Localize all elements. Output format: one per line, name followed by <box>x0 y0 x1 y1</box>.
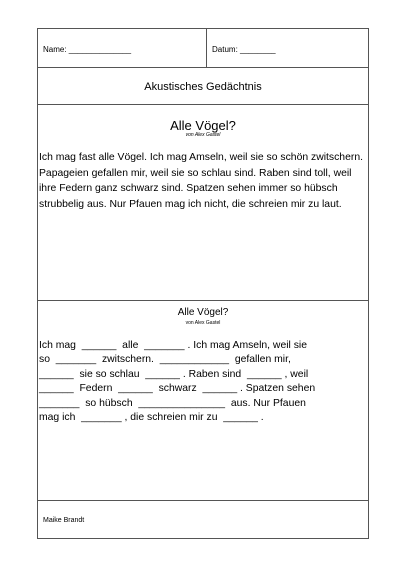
name-field: Name: ______________ <box>43 45 132 54</box>
divider <box>38 500 368 501</box>
date-field: Datum: ________ <box>212 45 276 54</box>
footer-author: Maike Brandt <box>43 517 85 524</box>
divider <box>206 29 207 67</box>
worksheet <box>37 28 369 539</box>
cloze-author: von Alex Gastel <box>185 320 221 326</box>
cloze-title: Alle Vögel? <box>177 307 229 318</box>
divider <box>38 300 368 301</box>
section-title: Akustisches Gedächtnis <box>144 81 262 93</box>
cloze-line: mag ich _______ , die schreien mir zu ______ . <box>39 411 264 423</box>
divider <box>38 67 368 68</box>
cloze-line: ______ Federn ______ schwarz ______ . Spatzen sehen <box>39 383 316 395</box>
divider <box>38 104 368 105</box>
cloze-line: ______ sie so schlau ______ . Raben sind ______ , weil <box>39 368 309 380</box>
cloze-text <box>39 339 369 425</box>
cloze-line: Ich mag ______ alle _______ . Ich mag Amseln, weil sie <box>39 340 308 351</box>
story-text: Ich mag fast alle Vögel. Ich mag Amseln, weil sie so schön zwitschern. Papageien gefallen mir, weil sie so schlau sind. Raben sind toll, weil ihre Federn ganz schwarz sind. Spatzen sehen immer so hübsch strubbelig aus. Nur Pfauen mag ich nicht, die schreien mir zu laut. <box>39 152 363 210</box>
cloze-line: so _______ zwitschern. ____________ gefallen mir, <box>39 354 291 366</box>
story-title: Alle Vögel? <box>170 118 236 133</box>
story-author: von Alex Gastel <box>185 132 221 138</box>
cloze-line: _______ so hübsch _______________ aus. Nur Pfauen <box>39 397 306 409</box>
